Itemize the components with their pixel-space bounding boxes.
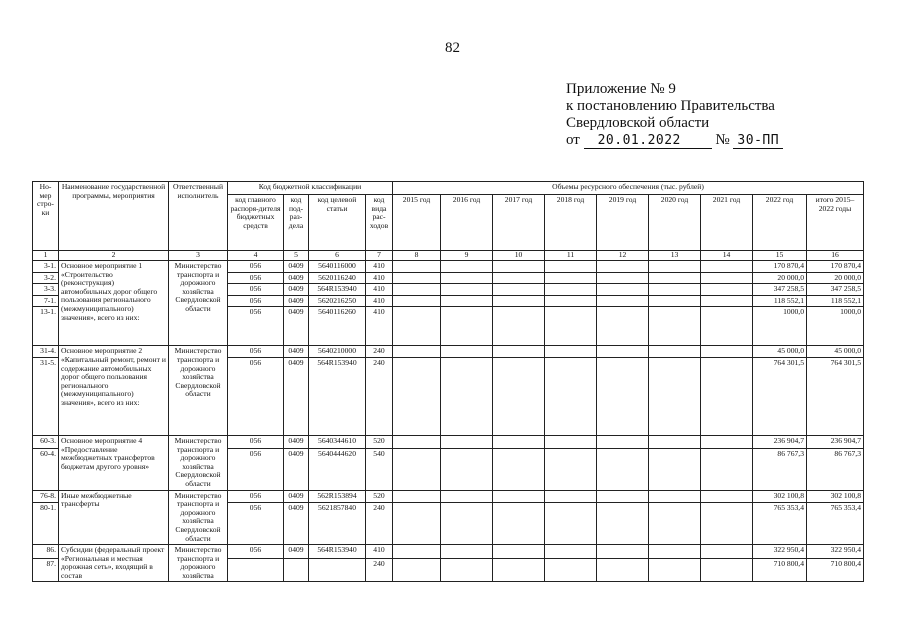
target-code: 5640210000 <box>309 346 366 358</box>
year-value-empty <box>701 261 753 273</box>
year-value-empty <box>493 307 545 346</box>
year-value-empty <box>441 295 493 307</box>
header-executor: Ответственный исполнитель <box>169 182 228 251</box>
value-total: 86 767,3 <box>807 448 864 490</box>
year-value-empty <box>545 448 597 490</box>
year-value-empty <box>649 307 701 346</box>
expense-kind-code: 410 <box>366 272 393 284</box>
year-value-empty <box>649 284 701 296</box>
row-number: 3-2. <box>33 272 59 284</box>
year-value-empty <box>441 346 493 358</box>
target-code: 5640344610 <box>309 435 366 448</box>
year-value-empty <box>441 490 493 502</box>
header-year-2018: 2018 год <box>545 195 597 251</box>
year-value-empty <box>393 448 441 490</box>
expense-kind-code: 410 <box>366 261 393 273</box>
column-number-cell: 14 <box>701 251 753 261</box>
year-value-empty <box>545 295 597 307</box>
expense-kind-code: 410 <box>366 295 393 307</box>
row-number: 86. <box>33 545 59 559</box>
value-total: 347 258,5 <box>807 284 864 296</box>
executor-name: Министерство транспорта и дорожного хозяйства Свердловской области <box>169 435 228 490</box>
column-number-cell: 16 <box>807 251 864 261</box>
target-code: 5620116240 <box>309 272 366 284</box>
year-value-empty <box>545 346 597 358</box>
target-code: 564R153940 <box>309 357 366 435</box>
column-number-cell: 15 <box>753 251 807 261</box>
value-2022: 45 000,0 <box>753 346 807 358</box>
year-value-empty <box>393 357 441 435</box>
value-total: 764 301,5 <box>807 357 864 435</box>
value-2022: 236 904,7 <box>753 435 807 448</box>
year-value-empty <box>701 272 753 284</box>
year-value-empty <box>701 284 753 296</box>
year-value-empty <box>649 346 701 358</box>
column-number-cell: 2 <box>59 251 169 261</box>
year-value-empty <box>393 295 441 307</box>
year-value-empty <box>493 448 545 490</box>
header-year-2020: 2020 год <box>649 195 701 251</box>
column-number-cell: 13 <box>649 251 701 261</box>
column-number-cell: 10 <box>493 251 545 261</box>
year-value-empty <box>393 490 441 502</box>
value-total: 765 353,4 <box>807 502 864 545</box>
year-value-empty <box>545 502 597 545</box>
year-value-empty <box>545 261 597 273</box>
column-number-cell: 4 <box>228 251 284 261</box>
value-2022: 170 870,4 <box>753 261 807 273</box>
subsection-code: 0409 <box>284 284 309 296</box>
row-number: 31-4. <box>33 346 59 358</box>
column-number-cell: 3 <box>169 251 228 261</box>
expense-kind-code: 240 <box>366 558 393 582</box>
row-number: 60-3. <box>33 435 59 448</box>
chief-manager-code: 056 <box>228 284 284 296</box>
row-number: 76-8. <box>33 490 59 502</box>
target-code: 564R153940 <box>309 545 366 559</box>
year-value-empty <box>493 261 545 273</box>
year-value-empty <box>441 284 493 296</box>
year-value-empty <box>493 272 545 284</box>
value-2022: 302 100,8 <box>753 490 807 502</box>
value-total: 236 904,7 <box>807 435 864 448</box>
expense-kind-code: 240 <box>366 502 393 545</box>
value-total: 322 950,4 <box>807 545 864 559</box>
year-value-empty <box>597 490 649 502</box>
number-label: № <box>715 132 730 148</box>
row-number: 13-1. <box>33 307 59 346</box>
year-value-empty <box>649 295 701 307</box>
value-total: 302 100,8 <box>807 490 864 502</box>
year-value-empty <box>493 502 545 545</box>
executor-name: Министерство транспорта и дорожного хозяйства Свердловской области <box>169 261 228 346</box>
year-value-empty <box>393 284 441 296</box>
table-row <box>33 490 864 502</box>
column-number-cell: 12 <box>597 251 649 261</box>
value-total: 1000,0 <box>807 307 864 346</box>
target-code: 564R153940 <box>309 284 366 296</box>
year-value-empty <box>493 295 545 307</box>
row-number: 7-1. <box>33 295 59 307</box>
column-number-cell: 1 <box>33 251 59 261</box>
year-value-empty <box>441 558 493 582</box>
value-total: 45 000,0 <box>807 346 864 358</box>
year-value-empty <box>649 558 701 582</box>
subsection-code: 0409 <box>284 448 309 490</box>
column-number-cell: 5 <box>284 251 309 261</box>
row-number: 31-5. <box>33 357 59 435</box>
chief-manager-code: 056 <box>228 307 284 346</box>
year-value-empty <box>597 558 649 582</box>
subsection-code: 0409 <box>284 261 309 273</box>
year-value-empty <box>701 545 753 559</box>
value-2022: 1000,0 <box>753 307 807 346</box>
chief-manager-code: 056 <box>228 545 284 559</box>
target-code: 5640116000 <box>309 261 366 273</box>
subsection-code: 0409 <box>284 357 309 435</box>
chief-manager-code: 056 <box>228 346 284 358</box>
header-target-code: код целевой статьи <box>309 195 366 251</box>
header-year-2016: 2016 год <box>441 195 493 251</box>
value-2022: 118 552,1 <box>753 295 807 307</box>
table-row <box>33 261 864 273</box>
subsection-code: 0409 <box>284 295 309 307</box>
subsection-code: 0409 <box>284 490 309 502</box>
year-value-empty <box>701 490 753 502</box>
appendix-title: Приложение № 9 <box>566 81 676 97</box>
target-code: 5640444620 <box>309 448 366 490</box>
year-value-empty <box>493 346 545 358</box>
column-number-cell: 11 <box>545 251 597 261</box>
expense-kind-code: 240 <box>366 346 393 358</box>
year-value-empty <box>701 435 753 448</box>
executor-name: Министерство транспорта и дорожного хозяйства Свердловской области <box>169 490 228 545</box>
subsection-code: 0409 <box>284 435 309 448</box>
year-value-empty <box>493 490 545 502</box>
row-number: 87. <box>33 558 59 582</box>
expense-kind-code: 520 <box>366 490 393 502</box>
column-number-cell: 7 <box>366 251 393 261</box>
value-2022: 86 767,3 <box>753 448 807 490</box>
value-total: 710 800,4 <box>807 558 864 582</box>
year-value-empty <box>441 502 493 545</box>
subsection-code: 0409 <box>284 545 309 559</box>
year-value-empty <box>597 307 649 346</box>
resolution-date: 20.01.2022 <box>584 134 712 149</box>
year-value-empty <box>597 295 649 307</box>
appendix-header <box>566 81 783 149</box>
from-label: от <box>566 132 580 148</box>
year-value-empty <box>545 307 597 346</box>
year-value-empty <box>545 558 597 582</box>
year-value-empty <box>649 448 701 490</box>
subsection-code: 0409 <box>284 307 309 346</box>
measure-name: Основное мероприятие 4 «Предоставление межбюджетных трансфертов бюджетам другого уровня» <box>59 435 169 490</box>
measure-name: Основное мероприятие 1 «Строительство (реконструкция) автомобильных дорог общего пользования регионального (межмуниципального) значения», всего из них: <box>59 261 169 346</box>
value-total: 170 870,4 <box>807 261 864 273</box>
target-code: 562R153894 <box>309 490 366 502</box>
row-number: 3-3. <box>33 284 59 296</box>
target-code: 5620216250 <box>309 295 366 307</box>
year-value-empty <box>597 435 649 448</box>
header-expense-kind-code: код вида рас-ходов <box>366 195 393 251</box>
header-subsection-code: код под-раз-дела <box>284 195 309 251</box>
resource-provision-table <box>32 181 864 582</box>
measure-name: Иные межбюджетные трансферты <box>59 490 169 545</box>
page-number: 82 <box>445 40 460 56</box>
chief-manager-code: 056 <box>228 490 284 502</box>
header-name: Наименование государственной программы, мероприятия <box>59 182 169 251</box>
subsection-code <box>284 558 309 582</box>
expense-kind-code: 540 <box>366 448 393 490</box>
year-value-empty <box>545 357 597 435</box>
year-value-empty <box>701 295 753 307</box>
subsection-code: 0409 <box>284 272 309 284</box>
appendix-region: Свердловской области <box>566 115 710 131</box>
year-value-empty <box>701 448 753 490</box>
executor-name: Министерство транспорта и дорожного хозяйства <box>169 545 228 582</box>
expense-kind-code: 520 <box>366 435 393 448</box>
chief-manager-code: 056 <box>228 502 284 545</box>
table-row <box>33 346 864 358</box>
year-value-empty <box>701 502 753 545</box>
year-value-empty <box>701 357 753 435</box>
year-value-empty <box>493 357 545 435</box>
year-value-empty <box>545 435 597 448</box>
chief-manager-code: 056 <box>228 357 284 435</box>
year-value-empty <box>649 435 701 448</box>
year-value-empty <box>649 261 701 273</box>
year-value-empty <box>441 307 493 346</box>
header-year-2022: 2022 год <box>753 195 807 251</box>
table-row <box>33 545 864 559</box>
year-value-empty <box>701 346 753 358</box>
year-value-empty <box>393 435 441 448</box>
target-code: 5621857840 <box>309 502 366 545</box>
year-value-empty <box>649 490 701 502</box>
year-value-empty <box>441 357 493 435</box>
target-code: 5640116260 <box>309 307 366 346</box>
resolution-number: 30-ПП <box>733 134 783 149</box>
target-code <box>309 558 366 582</box>
year-value-empty <box>393 545 441 559</box>
row-number: 60-4. <box>33 448 59 490</box>
measure-name: Основное мероприятие 2 «Капитальный ремонт, ремонт и содержание автомобильных дорог общего пользования регионального (межмуниципального) значения», всего из них: <box>59 346 169 436</box>
value-2022: 20 000,0 <box>753 272 807 284</box>
chief-manager-code <box>228 558 284 582</box>
year-value-empty <box>493 545 545 559</box>
year-value-empty <box>393 346 441 358</box>
header-year-2019: 2019 год <box>597 195 649 251</box>
year-value-empty <box>441 448 493 490</box>
year-value-empty <box>649 502 701 545</box>
year-value-empty <box>493 284 545 296</box>
expense-kind-code: 410 <box>366 307 393 346</box>
value-2022: 765 353,4 <box>753 502 807 545</box>
expense-kind-code: 240 <box>366 357 393 435</box>
year-value-empty <box>597 448 649 490</box>
year-value-empty <box>441 435 493 448</box>
row-number: 80-1. <box>33 502 59 545</box>
value-2022: 710 800,4 <box>753 558 807 582</box>
column-number-cell: 8 <box>393 251 441 261</box>
row-number: 3-1. <box>33 261 59 273</box>
chief-manager-code: 056 <box>228 295 284 307</box>
year-value-empty <box>545 545 597 559</box>
header-volumes: Объемы ресурсного обеспечения (тыс. рублей) <box>393 182 864 195</box>
column-number-row <box>33 251 864 261</box>
header-chief-manager-code: код главного распоря-дителя бюджетных средств <box>228 195 284 251</box>
year-value-empty <box>597 284 649 296</box>
value-total: 118 552,1 <box>807 295 864 307</box>
year-value-empty <box>393 261 441 273</box>
year-value-empty <box>597 357 649 435</box>
year-value-empty <box>545 284 597 296</box>
header-year-2017: 2017 год <box>493 195 545 251</box>
year-value-empty <box>701 558 753 582</box>
appendix-date-number-line <box>566 132 783 149</box>
year-value-empty <box>649 545 701 559</box>
year-value-empty <box>441 272 493 284</box>
executor-name: Министерство транспорта и дорожного хозяйства Свердловской области <box>169 346 228 436</box>
year-value-empty <box>701 307 753 346</box>
header-budget-code: Код бюджетной классификации <box>228 182 393 195</box>
expense-kind-code: 410 <box>366 284 393 296</box>
table-row <box>33 435 864 448</box>
measure-name: Субсидии (федеральный проект «Региональная и местная дорожная сеть», входящий в состав <box>59 545 169 582</box>
header-year-2021: 2021 год <box>701 195 753 251</box>
chief-manager-code: 056 <box>228 272 284 284</box>
appendix-reference: к постановлению Правительства <box>566 98 775 114</box>
chief-manager-code: 056 <box>228 448 284 490</box>
year-value-empty <box>393 272 441 284</box>
expense-kind-code: 410 <box>366 545 393 559</box>
subsection-code: 0409 <box>284 502 309 545</box>
chief-manager-code: 056 <box>228 435 284 448</box>
column-number-cell: 9 <box>441 251 493 261</box>
year-value-empty <box>441 545 493 559</box>
year-value-empty <box>493 558 545 582</box>
header-total: итого 2015–2022 годы <box>807 195 864 251</box>
value-2022: 764 301,5 <box>753 357 807 435</box>
year-value-empty <box>597 545 649 559</box>
chief-manager-code: 056 <box>228 261 284 273</box>
year-value-empty <box>441 261 493 273</box>
column-number-cell: 6 <box>309 251 366 261</box>
year-value-empty <box>545 490 597 502</box>
year-value-empty <box>393 307 441 346</box>
year-value-empty <box>393 558 441 582</box>
header-year-2015: 2015 год <box>393 195 441 251</box>
value-total: 20 000,0 <box>807 272 864 284</box>
year-value-empty <box>545 272 597 284</box>
header-row-number: Но-мер стро-ки <box>33 182 59 251</box>
year-value-empty <box>649 357 701 435</box>
year-value-empty <box>597 346 649 358</box>
year-value-empty <box>597 261 649 273</box>
year-value-empty <box>493 435 545 448</box>
subsection-code: 0409 <box>284 346 309 358</box>
year-value-empty <box>393 502 441 545</box>
year-value-empty <box>597 502 649 545</box>
value-2022: 322 950,4 <box>753 545 807 559</box>
value-2022: 347 258,5 <box>753 284 807 296</box>
year-value-empty <box>649 272 701 284</box>
year-value-empty <box>597 272 649 284</box>
